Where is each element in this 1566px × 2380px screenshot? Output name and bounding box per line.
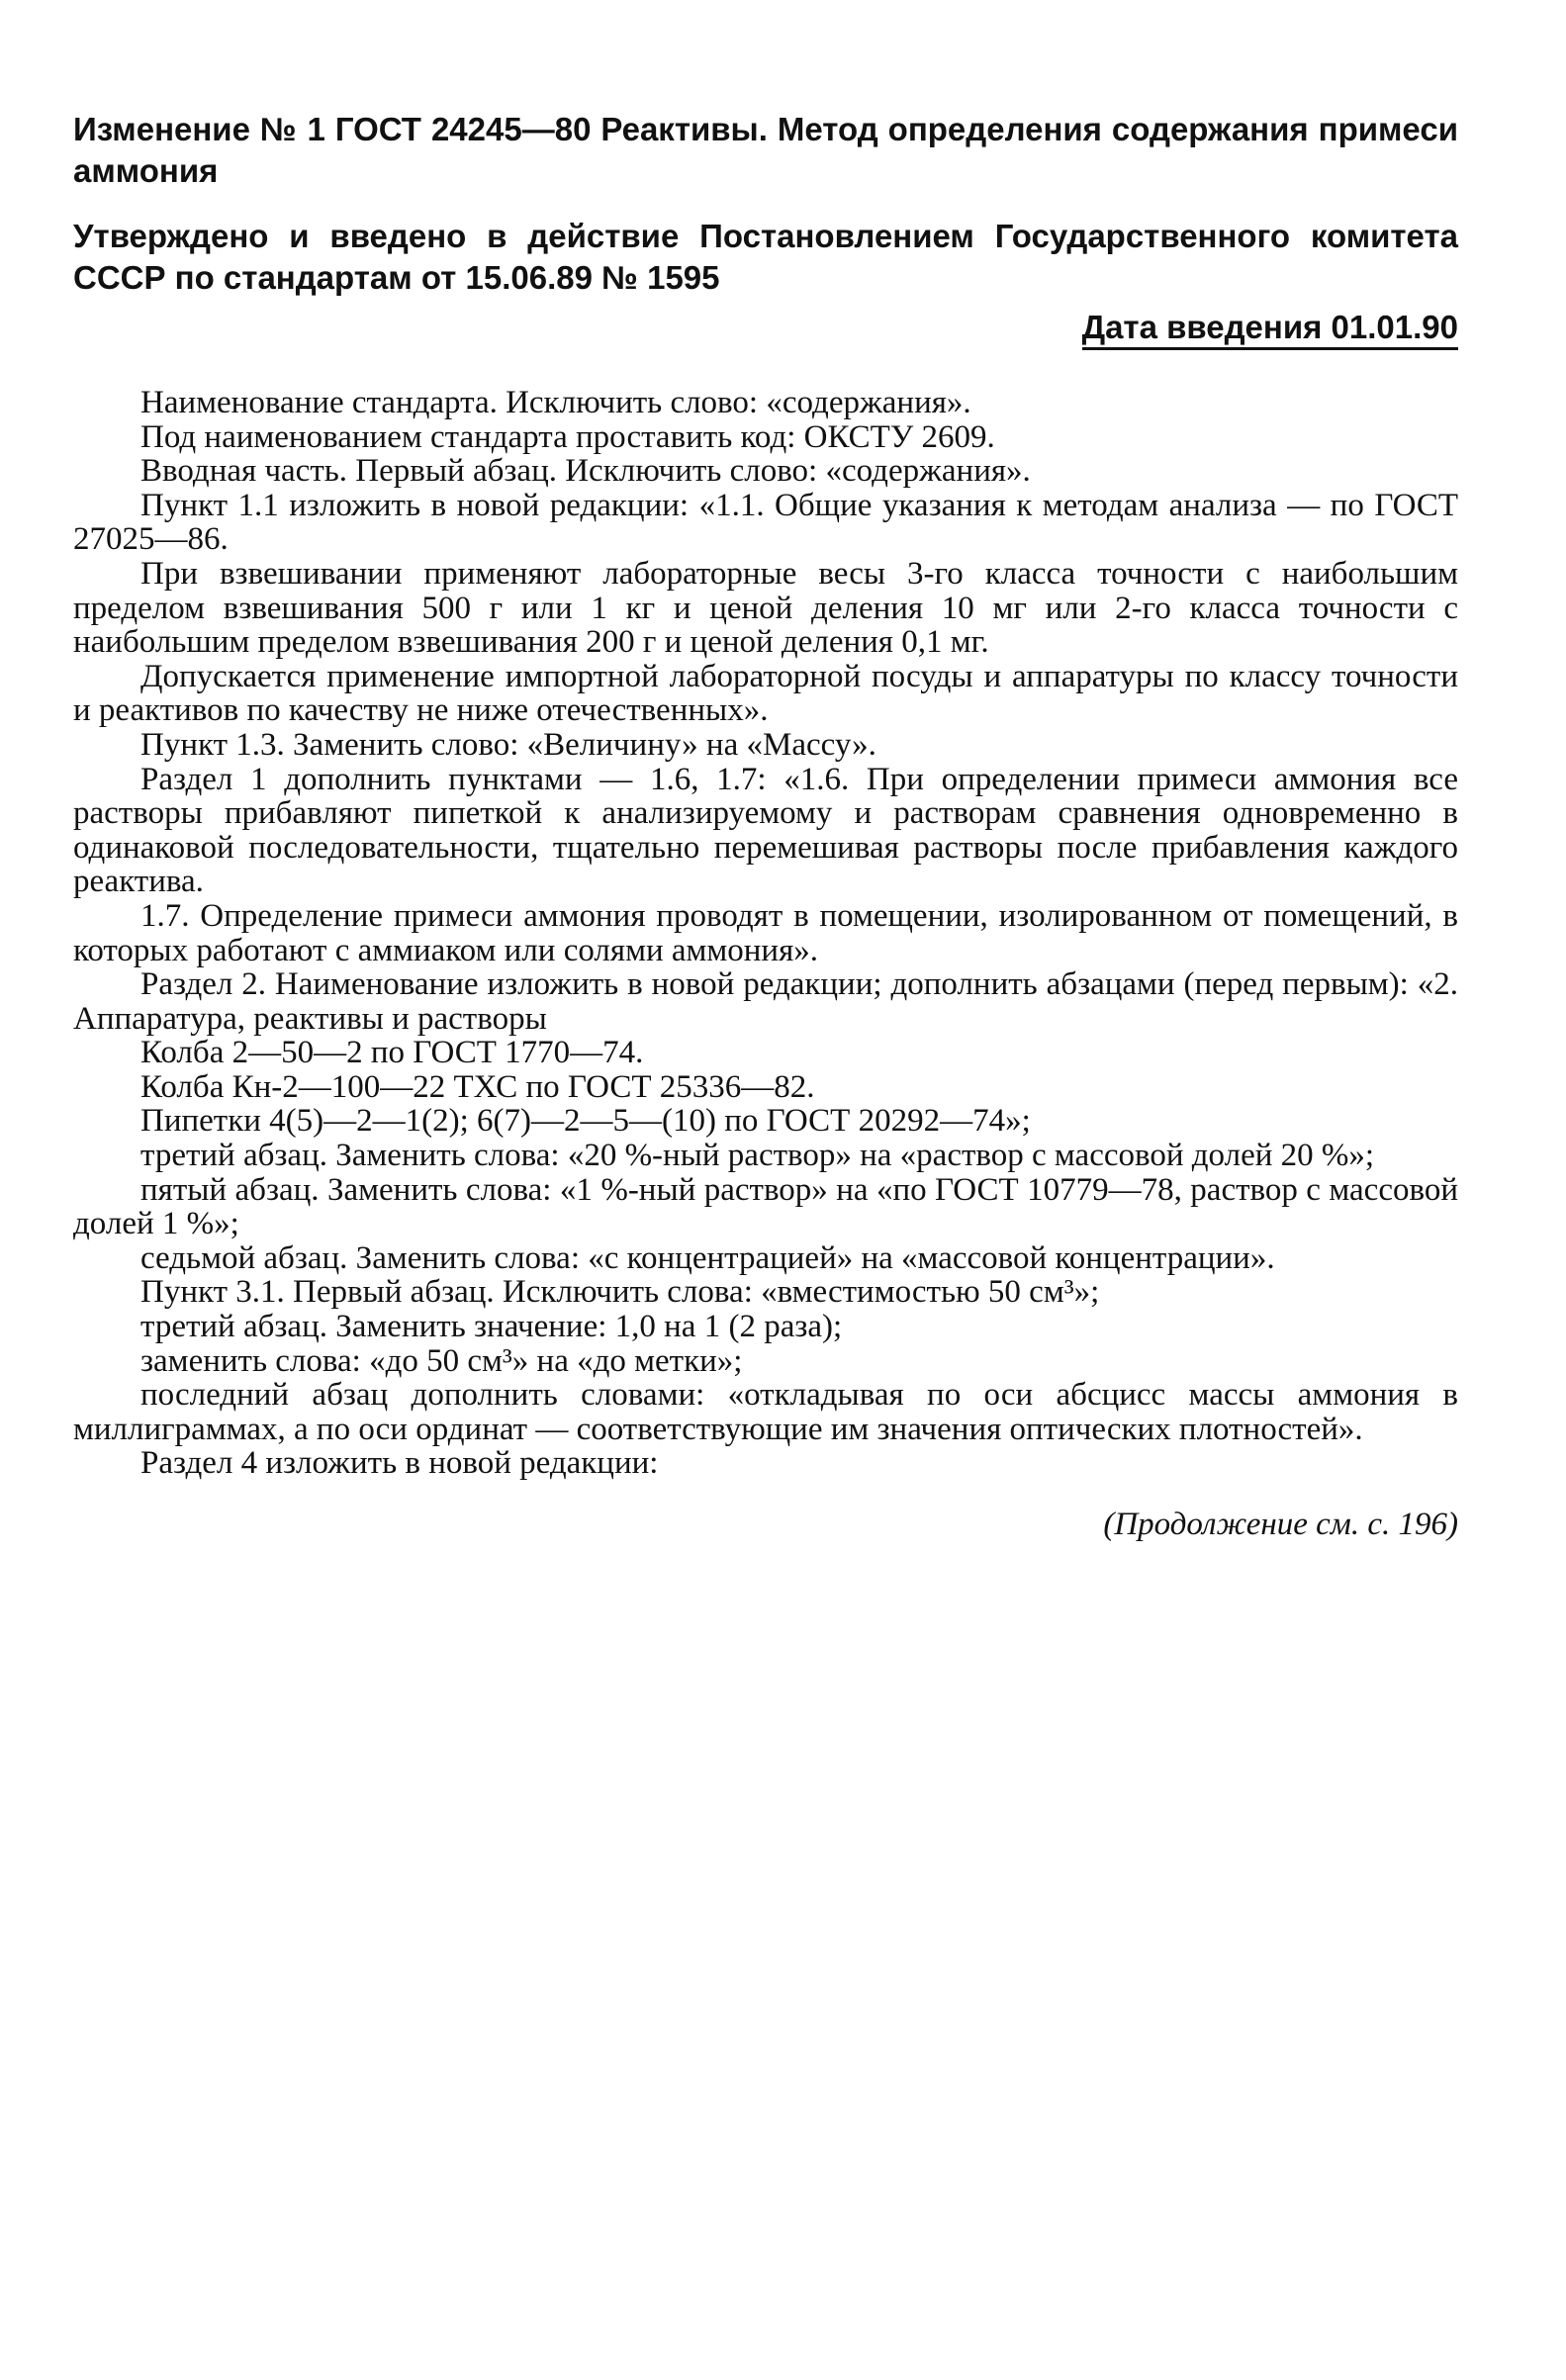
paragraph: заменить слова: «до 50 см³» на «до метки»; [140, 1342, 743, 1379]
paragraph: седьмой абзац. Заменить слова: «с концентрацией» на «массовой концентрации». [140, 1239, 1275, 1276]
paragraph: третий абзац. Заменить слова: «20 %-ный раствор» на «раствор с массовой долей 20 %»; [140, 1138, 1375, 1174]
continuation-note: (Продолжение см. с. 196) [1103, 1507, 1458, 1542]
paragraph: Допускается применение импортной лабораторной посуды и аппаратуры по классу точности и реактивов по качеству не ниже отечественных». [73, 658, 1458, 729]
paragraph: третий абзац. Заменить значение: 1,0 на 1 (2 раза); [140, 1309, 843, 1345]
document-header [73, 109, 1458, 299]
paragraph: пятый абзац. Заменить слова: «1 %-ный раствор» на «по ГОСТ 10779—78, раствор с массовой долей 1 %»; [73, 1171, 1458, 1242]
amendment-title: Изменение № 1 ГОСТ 24245—80 Реактивы. Метод определения содержания примеси аммония [73, 111, 1458, 189]
paragraph: Раздел 4 изложить в новой редакции: [140, 1445, 659, 1482]
document-page [73, 109, 1458, 1542]
paragraph: Раздел 1 дополнить пунктами — 1.6, 1.7: «1.6. При определении примеси аммония все растворы прибавляют пипеткой к анализируемому и растворам сравнения одновременно в одинаковой последовательности, тщательно перемешивая растворы после прибавления каждого реактива. [73, 761, 1458, 900]
paragraph: При взвешивании применяют лабораторные весы 3-го класса точности с наибольшим пределом взвешивания 500 г или 1 кг и ценой деления 10 мг или 2-го класса точности с наибольшим пределом взвешивания 200 г и ценой деления 0,1 мг. [73, 555, 1458, 661]
paragraph: Колба Кн-2—100—22 ТХС по ГОСТ 25336—82. [140, 1068, 815, 1105]
paragraph: Пункт 1.1 изложить в новой редакции: «1.1. Общие указания к методам анализа — по ГОСТ 27025—86. [73, 487, 1458, 558]
paragraph: Колба 2—50—2 по ГОСТ 1770—74. [140, 1035, 644, 1071]
effective-date: Дата введения 01.01.90 [1082, 309, 1458, 350]
amendment-body [73, 386, 1458, 1481]
approval-statement: Утверждено и введено в действие Постановлением Государственного комитета СССР по стандартам от 15.06.89 № 1595 [73, 218, 1458, 296]
paragraph: Пункт 3.1. Первый абзац. Исключить слова: «вместимостью 50 см³»; [140, 1274, 1100, 1311]
paragraph: Под наименованием стандарта проставить код: ОКСТУ 2609. [140, 418, 995, 455]
paragraph: Наименование стандарта. Исключить слово: «содержания». [140, 385, 971, 420]
paragraph: Пункт 1.3. Заменить слово: «Величину» на «Массу». [140, 726, 876, 763]
paragraph: Вводная часть. Первый абзац. Исключить слово: «содержания». [140, 453, 1031, 490]
paragraph: последний абзац дополнить словами: «откладывая по оси абсцисс массы аммония в миллиграммах, а по оси ординат — соответствующие им значения оптических плотностей». [73, 1377, 1458, 1447]
effective-date-line [73, 307, 1458, 348]
paragraph: 1.7. Определение примеси аммония проводят в помещении, изолированном от помещений, в которых работают с аммиаком или солями аммония». [73, 897, 1458, 968]
paragraph: Раздел 2. Наименование изложить в новой редакции; дополнить абзацами (перед первым): «2. Аппаратура, реактивы и растворы [73, 966, 1458, 1037]
paragraph: Пипетки 4(5)—2—1(2); 6(7)—2—5—(10) по ГОСТ 20292—74»; [140, 1103, 1031, 1140]
